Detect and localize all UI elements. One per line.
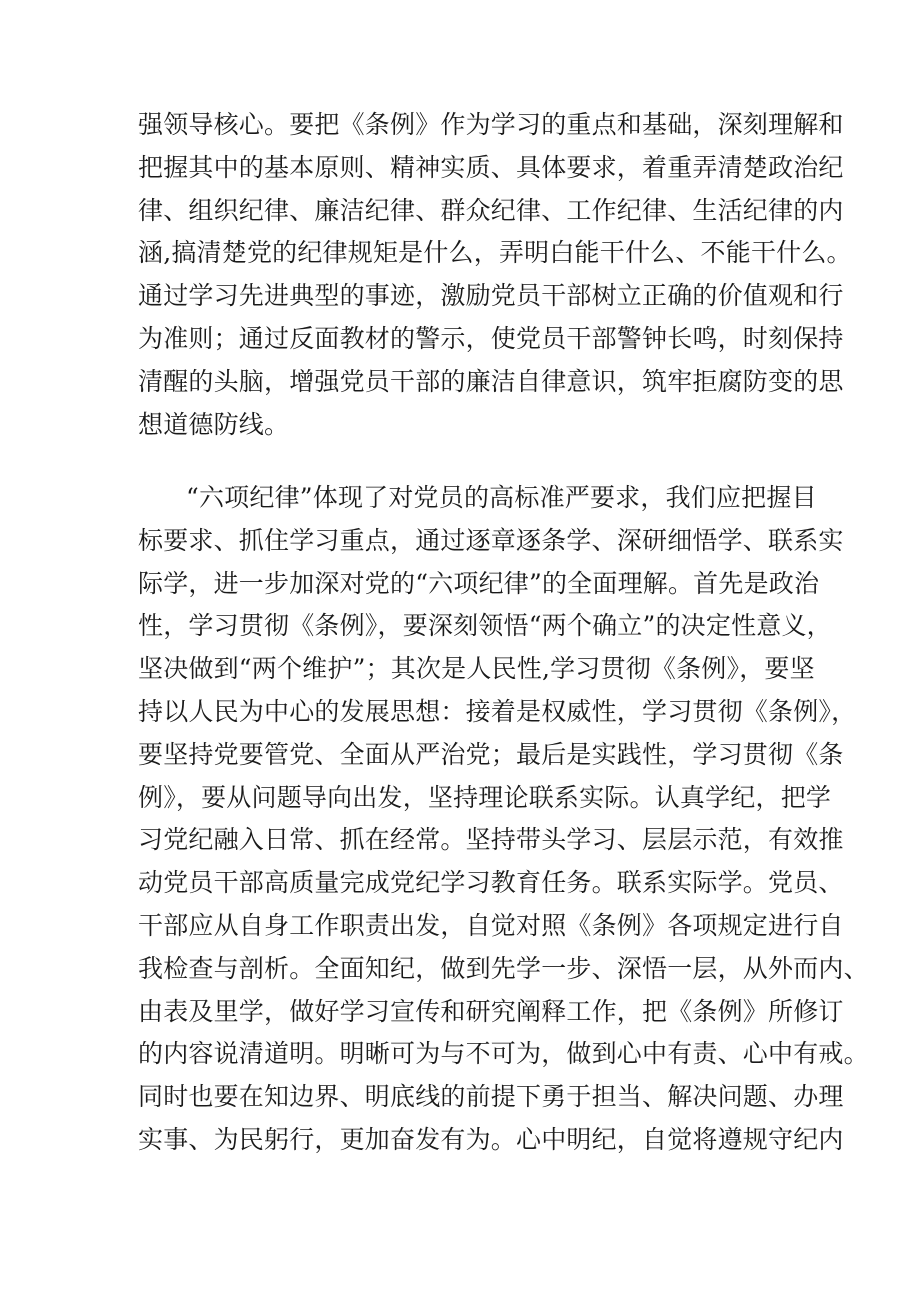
text-line: 际学，进一步加深对党的“六项纪律”的全面理解。首先是政治: [138, 568, 820, 598]
text-line: 强领导核心。要把《条例》作为学习的重点和基础，深刻理解和: [138, 110, 844, 139]
text-line: 习党纪融入日常、抓在经常。坚持带头学习、层层示范，有效推: [138, 825, 844, 855]
text-line: 持以人民为中心的发展思想：接着是权威性，学习贯彻《条例》，: [138, 696, 857, 726]
paragraph-2: [138, 477, 869, 1162]
paragraph-1: [138, 104, 852, 446]
text-line: 例》，要从问题导向出发，坚持理论联系实际。认真学纪，把学: [138, 782, 832, 812]
text-line: 性，学习贯彻《条例》，要深刻领悟“两个确立”的决定性意义，: [138, 611, 832, 641]
text-line: 由表及里学，做好学习宣传和研究阐释工作，把《条例》所修订: [138, 996, 844, 1026]
text-line: 要坚持党要管党、全面从严治党；最后是实践性，学习贯彻《条: [138, 739, 844, 769]
text-line: 清醒的头脑，增强党员干部的廉洁自律意识，筑牢拒腐防变的思: [138, 366, 844, 396]
text-line: 我检查与剖析。全面知纪，做到先学一步、深悟一层，从外而内、: [138, 953, 869, 983]
text-line: 想道德防线。: [138, 409, 290, 439]
text-line: 实事、为民躬行，更加奋发有为。心中明纪，自觉将遵规守纪内: [138, 1124, 844, 1154]
text-line: “六项纪律”体现了对党员的高标准严要求，我们应把握目: [186, 483, 817, 512]
text-line: 动党员干部高质量完成党纪学习教育任务。联系实际学。党员、: [138, 868, 844, 898]
text-line: 干部应从自身工作职责出发，自觉对照《条例》各项规定进行自: [138, 910, 844, 940]
text-line: 把握其中的基本原则、精神实质、具体要求，着重弄清楚政治纪: [138, 152, 844, 182]
text-line: 通过学习先进典型的事迹，激励党员干部树立正确的价值观和行: [138, 281, 844, 311]
text-line: 的内容说清道明。明晰可为与不可为，做到心中有责、心中有戒。: [138, 1039, 869, 1069]
text-line: 律、组织纪律、廉洁纪律、群众纪律、工作纪律、生活纪律的内: [138, 195, 844, 225]
text-line: 坚决做到“两个维护”；其次是人民性,学习贯彻《条例》，要坚: [138, 654, 815, 684]
text-line: 为准则；通过反面教材的警示，使党员干部警钟长鸣，时刻保持: [138, 323, 844, 353]
text-line: 涵,搞清楚党的纪律规矩是什么，弄明白能干什么、不能干什么。: [138, 238, 852, 268]
text-line: 同时也要在知边界、明底线的前提下勇于担当、解决问题、办理: [138, 1082, 844, 1112]
text-line: 标要求、抓住学习重点，通过逐章逐条学、深研细悟学、联系实: [138, 525, 844, 555]
